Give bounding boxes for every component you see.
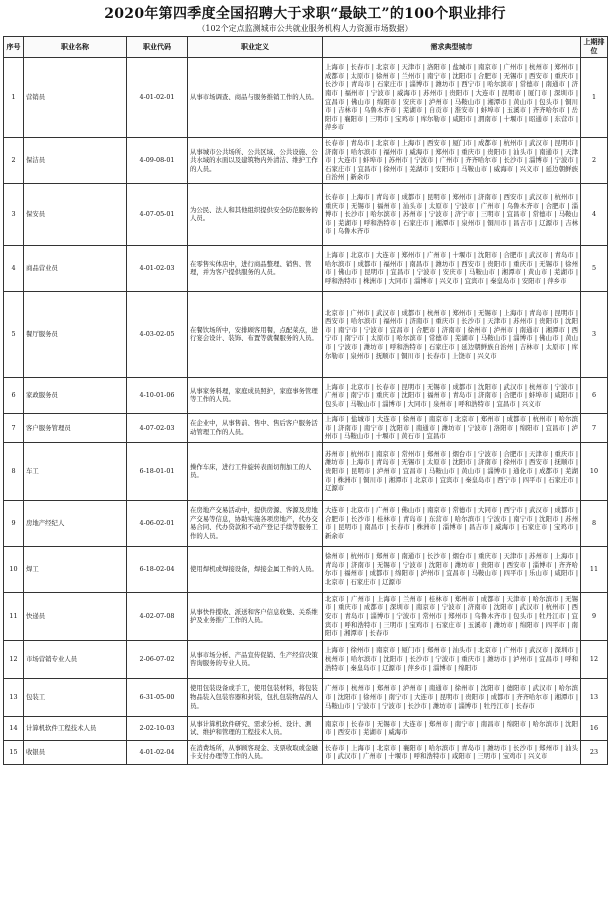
cell-previous-rank: 7 <box>581 413 608 442</box>
cell-demand-cities: 上海市 | 北京市 | 大连市 | 郑州市 | 广州市 | 十堰市 | 沈阳市 | 合肥市 | 武汉市 | 青岛市 | 哈尔滨市 | 成都市 | 福州市 | 南昌市 | 潍坊市 | 西安市 | 贵阳市 | 重庆市 | 无锡市 | 徐州市 | 佛山市 | 昆明市 | 宜昌市 | 宁波市 | 安庆市 | 马鞍山市 | 湘潭市 | 黄山市 | 芜湖市 | 呼和浩特市 | 株洲市 | 大同市 | 淄博市 | 兴义市 | 宜宾市 | 秦皇岛市 | 安阳市 | 萍乡市 <box>323 245 581 291</box>
cell-demand-cities: 广州市 | 杭州市 | 郑州市 | 泸州市 | 南通市 | 徐州市 | 沈阳市 | 德阳市 | 武汉市 | 哈尔滨市 | 沈阳市 | 徐州市 | 南宁市 | 大连市 | 昆明市 | 贵阳市 | 成都市 | 齐齐哈尔市 | 湘潭市 | 马鞍山市 | 宁波市 | 宁波市 | 长沙市 | 潍坊市 | 淄博市 | 牡丹江市 | 长春市 <box>323 678 581 716</box>
cell-demand-cities: 大连市 | 北京市 | 广州市 | 佛山市 | 南京市 | 常德市 | 大同市 | 西宁市 | 武汉市 | 成都市 | 合肥市 | 长沙市 | 桂林市 | 青岛市 | 东营市 | 哈尔滨市 | 宁波市 | 南宁市 | 沈阳市 | 苏州市 | 昆明市 | 南昌市 | 长春市 | 株洲市 | 淄博市 | 昌吉市 | 威海市 | 石家庄市 | 宝鸡市 | 新余市 <box>323 500 581 546</box>
cell-rank: 9 <box>4 500 24 546</box>
cell-occupation-code: 2-02-10-03 <box>127 716 188 740</box>
document-title: 2020年第四季度全国招聘大于求职“最缺工”的100个职业排行 <box>104 6 506 22</box>
cell-previous-rank: 13 <box>581 678 608 716</box>
cell-occupation-code: 4-01-02-04 <box>127 740 188 764</box>
cell-previous-rank: 16 <box>581 716 608 740</box>
cell-rank: 14 <box>4 716 24 740</box>
cell-demand-cities: 北京市 | 广州市 | 武汉市 | 成都市 | 杭州市 | 郑州市 | 无锡市 | 上海市 | 青岛市 | 昆明市 | 西安市 | 哈尔滨市 | 福州市 | 济南市 | 重庆市 | 长沙市 | 天津市 | 苏州市 | 贵阳市 | 沈阳市 | 南宁市 | 宁波市 | 宜昌市 | 合肥市 | 济南市 | 徐州市 | 泸州市 | 南通市 | 湘潭市 | 西宁市 | 南宁市 | 太原市 | 哈尔滨市 | 常德市 | 芜湖市 | 马鞍山市 | 淄博市 | 佛山市 | 黄山市 | 宁波市 | 潍坊市 | 呼和浩特市 | 石家庄市 | 延边朝鲜族自治州 | 吉林市 | 太原市 | 库尔勒市 | 泉州市 | 抚顺市 | 铜川市 | 长春市 | 上饶市 | 兴义市 <box>323 291 581 377</box>
cell-rank: 4 <box>4 245 24 291</box>
table-row <box>4 138 608 184</box>
table-row <box>4 291 608 377</box>
cell-occupation-name: 焊工 <box>24 546 127 592</box>
cell-occupation-name: 客户服务管理员 <box>24 413 127 442</box>
table-row <box>4 592 608 640</box>
cell-previous-rank: 8 <box>581 500 608 546</box>
cell-occupation-definition: 在企业中，从事售前、售中、售后客户服务活动管理工作的人员。 <box>188 413 323 442</box>
table-row <box>4 183 608 245</box>
cell-demand-cities: 上海市 | 北京市 | 长春市 | 昆明市 | 无锡市 | 成都市 | 沈阳市 | 武汉市 | 杭州市 | 宁波市 | 广州市 | 南宁市 | 重庆市 | 沈阳市 | 福州市 | 青岛市 | 济南市 | 合肥市 | 蚌埠市 | 咸阳市 | 包头市 | 马鞍山市 | 淄博市 | 大同市 | 泉州市 | 呼和浩特市 | 宜昌市 | 兴义市 <box>323 377 581 413</box>
cell-occupation-definition: 从事计算机软件研究、需求分析、设计、测试、维护和管理的工程技术人员。 <box>188 716 323 740</box>
table-row <box>4 500 608 546</box>
cell-rank: 3 <box>4 183 24 245</box>
header-rank: 序号 <box>4 37 24 58</box>
table-row <box>4 716 608 740</box>
cell-rank: 13 <box>4 678 24 716</box>
document-subtitle: （102个定点监测城市公共就业服务机构人力资源市场数据） <box>197 24 413 33</box>
cell-occupation-definition: 使用焊机或焊接设备，焊接金属工件的人员。 <box>188 546 323 592</box>
cell-previous-rank: 11 <box>581 546 608 592</box>
cell-occupation-code: 2-06-07-02 <box>127 640 188 678</box>
cell-previous-rank: 2 <box>581 138 608 184</box>
occupation-ranking-table <box>3 36 608 765</box>
cell-occupation-definition: 为公民、法人和其他组织提供安全防范服务的人员。 <box>188 183 323 245</box>
cell-demand-cities: 徐州市 | 杭州市 | 郑州市 | 南通市 | 长沙市 | 烟台市 | 重庆市 | 天津市 | 苏州市 | 上海市 | 青岛市 | 济南市 | 无锡市 | 宁波市 | 沈阳市 | 潍坊市 | 贵阳市 | 西安市 | 淄博市 | 齐齐哈尔市 | 福州市 | 成都市 | 绵阳市 | 泸州市 | 宜昌市 | 马鞍山市 | 四平市 | 乐山市 | 咸阳市 | 北京市 | 石家庄市 | 辽源市 <box>323 546 581 592</box>
cell-occupation-definition: 在零售实体店中，进行商品整理、销售、管理，并为客户提供服务的人员。 <box>188 245 323 291</box>
cell-occupation-code: 4-01-02-01 <box>127 58 188 138</box>
header-occupation-code: 职业代码 <box>127 37 188 58</box>
cell-rank: 5 <box>4 291 24 377</box>
cell-occupation-definition: 在餐饮场所中，安排顾客用餐，点配菜点，进行宴会设计、装饰、布置等就餐服务的人员。 <box>188 291 323 377</box>
cell-occupation-name: 收银员 <box>24 740 127 764</box>
cell-occupation-code: 4-07-05-01 <box>127 183 188 245</box>
cell-demand-cities: 长春市 | 上海市 | 北京市 | 襄阳市 | 哈尔滨市 | 青岛市 | 潍坊市 | 长沙市 | 郑州市 | 汕头市 | 武汉市 | 广州市 | 十堰市 | 呼和浩特市 | 咸阳市 | 三明市 | 宝鸡市 | 兴义市 <box>323 740 581 764</box>
cell-demand-cities: 长春市 | 上海市 | 青岛市 | 成都市 | 昆明市 | 郑州市 | 济南市 | 西安市 | 武汉市 | 杭州市 | 重庆市 | 无锡市 | 福州市 | 汕头市 | 太原市 | 宁波市 | 广州市 | 乌鲁木齐市 | 合肥市 | 淄博市 | 长沙市 | 哈尔滨市 | 苏州市 | 宁波市 | 济宁市 | 三明市 | 宜昌市 | 常德市 | 马鞍山市 | 芜湖市 | 呼和浩特市 | 石家庄市 | 湘潭市 | 泉州市 | 铜川市 | 昌吉市 | 辽源市 | 吉林市 | 乌鲁木齐市 <box>323 183 581 245</box>
cell-occupation-name: 保安员 <box>24 183 127 245</box>
cell-previous-rank: 1 <box>581 58 608 138</box>
cell-occupation-code: 4-09-08-01 <box>127 138 188 184</box>
cell-demand-cities: 上海市 | 长春市 | 北京市 | 天津市 | 洛阳市 | 盐城市 | 南京市 | 广州市 | 杭州市 | 郑州市 | 成都市 | 太原市 | 徐州市 | 兰州市 | 南宁市 | 沈阳市 | 合肥市 | 无锡市 | 西安市 | 重庆市 | 长沙市 | 青岛市 | 石家庄市 | 淄博市 | 潍坊市 | 西宁市 | 哈尔滨市 | 常德市 | 南通市 | 济南市 | 福州市 | 宁波市 | 威海市 | 苏州市 | 贵阳市 | 大连市 | 昆明市 | 厦门市 | 深圳市 | 宜昌市 | 佛山市 | 绵阳市 | 安庆市 | 泸州市 | 马鞍山市 | 湘潭市 | 黄山市 | 包头市 | 铜川市 | 吉林市 | 乌鲁木齐市 | 芜湖市 | 自贡市 | 淮安市 | 蚌埠市 | 玉溪市 | 齐齐哈尔市 | 岳阳市 | 襄阳市 | 三明市 | 宝鸡市 | 库尔勒市 | 咸阳市 | 渭南市 | 十堰市 | 昭通市 | 东营市 | 萍乡市 <box>323 58 581 138</box>
cell-rank: 12 <box>4 640 24 678</box>
table-row <box>4 678 608 716</box>
cell-occupation-code: 4-02-07-08 <box>127 592 188 640</box>
cell-occupation-name: 家政服务员 <box>24 377 127 413</box>
table-row <box>4 640 608 678</box>
table-row <box>4 245 608 291</box>
cell-occupation-code: 4-10-01-06 <box>127 377 188 413</box>
cell-occupation-name: 计算机软件工程技术人员 <box>24 716 127 740</box>
table-header-row <box>4 37 608 58</box>
cell-rank: 1 <box>4 58 24 138</box>
cell-occupation-name: 餐厅服务员 <box>24 291 127 377</box>
table-body <box>4 58 608 765</box>
cell-occupation-name: 车工 <box>24 442 127 500</box>
cell-rank: 10 <box>4 546 24 592</box>
cell-occupation-name: 快递员 <box>24 592 127 640</box>
cell-demand-cities: 北京市 | 广州市 | 上海市 | 兰州市 | 桂林市 | 郑州市 | 成都市 | 天津市 | 哈尔滨市 | 无锡市 | 重庆市 | 成都市 | 深圳市 | 南京市 | 宁波市 | 济南市 | 沈阳市 | 武汉市 | 杭州市 | 西安市 | 青岛市 | 淄博市 | 宁波市 | 常州市 | 郑州市 | 乌鲁木齐市 | 包头市 | 牡丹江市 | 宜宾市 | 呼和浩特市 | 三明市 | 宝鸡市 | 石家庄市 | 玉溪市 | 潍坊市 | 绵阳市 | 四平市 | 南阳市 | 湘潭市 | 长春市 <box>323 592 581 640</box>
cell-occupation-definition: 从事快件揽收、派送和客户信息收集、关系维护及业务推广工作的人员。 <box>188 592 323 640</box>
cell-previous-rank: 9 <box>581 592 608 640</box>
cell-occupation-definition: 在消费场所，从事顾客现金、支票收取或金融卡支付办理等工作的人员。 <box>188 740 323 764</box>
cell-rank: 11 <box>4 592 24 640</box>
table-row <box>4 377 608 413</box>
cell-rank: 15 <box>4 740 24 764</box>
cell-occupation-definition: 在房地产交易活动中，提供房源、客源及房地产交易等信息，协助实施各项房地产，代办交易合同、代办贷款和不动产登记手续等服务工作的人员。 <box>188 500 323 546</box>
cell-previous-rank: 5 <box>581 245 608 291</box>
cell-rank: 8 <box>4 442 24 500</box>
cell-occupation-code: 4-01-02-03 <box>127 245 188 291</box>
cell-occupation-code: 6-31-05-00 <box>127 678 188 716</box>
cell-occupation-definition: 从事市场调查、商品与服务推销工作的人员。 <box>188 58 323 138</box>
cell-rank: 2 <box>4 138 24 184</box>
cell-occupation-name: 保洁员 <box>24 138 127 184</box>
table-row <box>4 413 608 442</box>
cell-rank: 7 <box>4 413 24 442</box>
cell-demand-cities: 长春市 | 青岛市 | 北京市 | 上海市 | 西安市 | 厦门市 | 成都市 | 杭州市 | 武汉市 | 昆明市 | 济南市 | 哈尔滨市 | 福州市 | 威海市 | 郑州市 | 重庆市 | 贵阳市 | 汕头市 | 南通市 | 天津市 | 大连市 | 蚌埠市 | 苏州市 | 宁波市 | 广州市 | 齐齐哈尔市 | 长沙市 | 淄博市 | 宁波市 | 石家庄市 | 宜昌市 | 徐州市 | 芜湖市 | 安阳市 | 马鞍山市 | 威海市 | 兴义市 | 延边朝鲜族自治州 | 新余市 <box>323 138 581 184</box>
cell-demand-cities: 苏州市 | 杭州市 | 南京市 | 常州市 | 郑州市 | 烟台市 | 宁波市 | 合肥市 | 天津市 | 重庆市 | 潍坊市 | 上海市 | 青岛市 | 无锡市 | 太原市 | 沈阳市 | 济南市 | 徐州市 | 西安市 | 抚顺市 | 贵阳市 | 昆明市 | 泸州市 | 宜昌市 | 马鞍山市 | 黄山市 | 淄博市 | 通化市 | 成都市 | 芜湖市 | 株洲市 | 铜川市 | 湘潭市 | 北京市 | 宜宾市 | 秦皇岛市 | 西宁市 | 四平市 | 石家庄市 | 辽源市 <box>323 442 581 500</box>
cell-previous-rank: 10 <box>581 442 608 500</box>
header-demand-cities: 需求典型城市 <box>323 37 581 58</box>
cell-previous-rank: 23 <box>581 740 608 764</box>
cell-occupation-name: 包装工 <box>24 678 127 716</box>
cell-demand-cities: 南京市 | 长春市 | 无锡市 | 大连市 | 郑州市 | 南宁市 | 南昌市 | 绵阳市 | 哈尔滨市 | 沈阳市 | 西安市 | 芜湖市 | 威海市 <box>323 716 581 740</box>
cell-occupation-definition: 操作车床，进行工件旋转表面切削加工的人员。 <box>188 442 323 500</box>
cell-occupation-code: 4-06-02-01 <box>127 500 188 546</box>
cell-demand-cities: 上海市 | 徐州市 | 南京市 | 厦门市 | 郑州市 | 汕头市 | 北京市 | 广州市 | 武汉市 | 深圳市 | 杭州市 | 哈尔滨市 | 沈阳市 | 长沙市 | 宁波市 | 重庆市 | 潍坊市 | 泸州市 | 宜昌市 | 呼和浩特市 | 秦皇岛市 | 辽源市 | 萍乡市 | 淄博市 | 绵阳市 <box>323 640 581 678</box>
cell-demand-cities: 上海市 | 盐城市 | 大连市 | 徐州市 | 南京市 | 北京市 | 郑州市 | 成都市 | 杭州市 | 哈尔滨市 | 济南市 | 南宁市 | 沈阳市 | 南通市 | 潍坊市 | 宁波市 | 洛阳市 | 绵阳市 | 宜昌市 | 泸州市 | 马鞍山市 | 十堰市 | 黄石市 | 宜昌市 <box>323 413 581 442</box>
cell-occupation-code: 6-18-01-01 <box>127 442 188 500</box>
table-row <box>4 442 608 500</box>
cell-occupation-code: 4-03-02-05 <box>127 291 188 377</box>
cell-occupation-definition: 使用包装设备或手工，使用包装材料，将包装物品装入包装容器和封装，包扎包装物品的人员。 <box>188 678 323 716</box>
cell-occupation-definition: 从事市场分析、产品宣传促销、生产经营决策咨询服务的专业人员。 <box>188 640 323 678</box>
cell-rank: 6 <box>4 377 24 413</box>
cell-previous-rank: 12 <box>581 640 608 678</box>
cell-occupation-name: 营销员 <box>24 58 127 138</box>
cell-occupation-name: 房地产经纪人 <box>24 500 127 546</box>
table-row <box>4 740 608 764</box>
cell-occupation-code: 6-18-02-04 <box>127 546 188 592</box>
table-row <box>4 58 608 138</box>
cell-occupation-name: 市场营销专业人员 <box>24 640 127 678</box>
cell-occupation-code: 4-07-02-03 <box>127 413 188 442</box>
header-occupation-name: 职业名称 <box>24 37 127 58</box>
cell-previous-rank: 6 <box>581 377 608 413</box>
header-previous-rank: 上期排位 <box>581 37 608 58</box>
cell-previous-rank: 4 <box>581 183 608 245</box>
cell-occupation-name: 商品营业员 <box>24 245 127 291</box>
header-occupation-definition: 职业定义 <box>188 37 323 58</box>
cell-previous-rank: 3 <box>581 291 608 377</box>
cell-occupation-definition: 从事城市公共场所、公共区域、公共设施、公共水域的水面以及建筑物内外清洁、维护工作的人员。 <box>188 138 323 184</box>
cell-occupation-definition: 从事家务料理，家庭成员照护，家庭事务管理等工作的人员。 <box>188 377 323 413</box>
table-row <box>4 546 608 592</box>
